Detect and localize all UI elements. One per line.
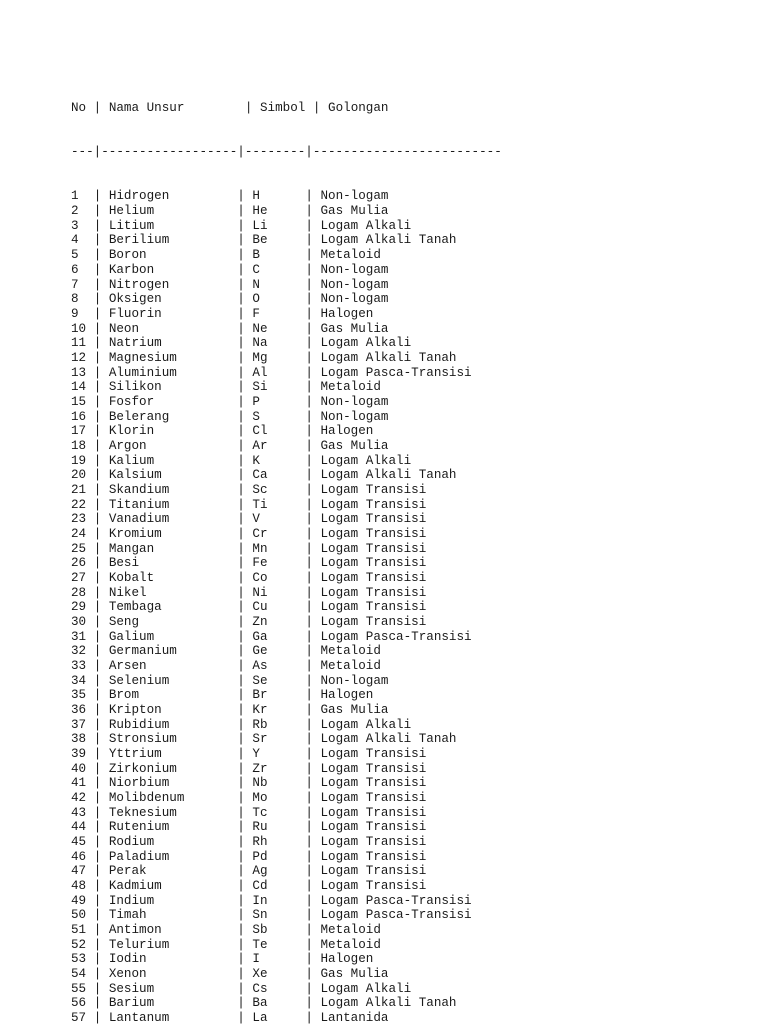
element-number: 14	[71, 380, 94, 395]
element-name: Kromium	[108, 526, 238, 541]
element-symbol: Ni	[252, 585, 306, 600]
element-name: Selenium	[108, 673, 238, 688]
element-number: 57	[71, 1011, 94, 1024]
element-name: Niorbium	[108, 776, 238, 791]
element-group: Logam Alkali Tanah	[320, 233, 457, 248]
element-name: Fosfor	[108, 394, 238, 409]
element-group: Logam Alkali	[320, 453, 412, 468]
element-number: 10	[71, 321, 94, 336]
element-name: Stronsium	[108, 732, 238, 747]
table-row: 6 | Karbon | C | Non-logam	[71, 262, 389, 277]
table-row: 15 | Fosfor | P | Non-logam	[71, 394, 389, 409]
element-symbol: Tc	[252, 805, 306, 820]
table-row: 36 | Kripton | Kr | Gas Mulia	[71, 702, 389, 717]
element-group: Logam Transisi	[320, 482, 427, 497]
table-row: 12 | Magnesium | Mg | Logam Alkali Tanah	[71, 350, 457, 365]
element-symbol: Cl	[252, 424, 306, 439]
element-name: Zirkonium	[108, 761, 238, 776]
element-symbol: Se	[252, 673, 306, 688]
element-name: Argon	[108, 438, 238, 453]
element-name: Besi	[108, 556, 238, 571]
element-name: Barium	[108, 996, 238, 1011]
element-name: Perak	[108, 864, 238, 879]
element-name: Xenon	[108, 967, 238, 982]
table-row: 37 | Rubidium | Rb | Logam Alkali	[71, 717, 412, 732]
element-number: 29	[71, 600, 94, 615]
element-number: 56	[71, 996, 94, 1011]
table-row: 20 | Kalsium | Ca | Logam Alkali Tanah	[71, 468, 457, 483]
element-name: Aluminium	[108, 365, 238, 380]
element-name: Rodium	[108, 835, 238, 850]
element-symbol: Cr	[252, 526, 306, 541]
element-number: 35	[71, 688, 94, 703]
element-symbol: Ba	[252, 996, 306, 1011]
element-symbol: V	[252, 512, 306, 527]
element-group: Logam Pasca-Transisi	[320, 908, 472, 923]
element-name: Helium	[108, 204, 238, 219]
element-name: Kobalt	[108, 570, 238, 585]
element-group: Logam Transisi	[320, 791, 427, 806]
table-row: 24 | Kromium | Cr | Logam Transisi	[71, 526, 427, 541]
element-name: Nikel	[108, 585, 238, 600]
element-group: Metaloid	[320, 644, 381, 659]
table-row: 49 | Indium | In | Logam Pasca-Transisi	[71, 893, 472, 908]
table-row: 43 | Teknesium | Tc | Logam Transisi	[71, 805, 427, 820]
element-symbol: Nb	[252, 776, 306, 791]
table-separator: ---|------------------|--------|-------------------------	[71, 145, 502, 160]
element-name: Kadmium	[108, 879, 238, 894]
element-number: 43	[71, 805, 94, 820]
table-row: 17 | Klorin | Cl | Halogen	[71, 424, 374, 439]
element-symbol: Br	[252, 688, 306, 703]
element-number: 48	[71, 879, 94, 894]
element-symbol: Cs	[252, 981, 306, 996]
element-name: Klorin	[108, 424, 238, 439]
table-row: 7 | Nitrogen | N | Non-logam	[71, 277, 389, 292]
element-group: Logam Alkali	[320, 336, 412, 351]
element-name: Skandium	[108, 482, 238, 497]
element-number: 42	[71, 791, 94, 806]
element-group: Gas Mulia	[320, 204, 389, 219]
element-number: 8	[71, 292, 94, 307]
table-row: 14 | Silikon | Si | Metaloid	[71, 380, 381, 395]
element-number: 34	[71, 673, 94, 688]
table-row: 1 | Hidrogen | H | Non-logam	[71, 189, 389, 204]
element-name: Natrium	[108, 336, 238, 351]
table-row: 28 | Nikel | Ni | Logam Transisi	[71, 585, 427, 600]
table-row: 48 | Kadmium | Cd | Logam Transisi	[71, 879, 427, 894]
element-number: 24	[71, 526, 94, 541]
element-group: Logam Pasca-Transisi	[320, 365, 472, 380]
element-symbol: P	[252, 394, 306, 409]
header-group: Golongan	[328, 101, 389, 116]
element-name: Paladium	[108, 849, 238, 864]
element-number: 49	[71, 893, 94, 908]
element-group: Logam Alkali Tanah	[320, 468, 457, 483]
element-name: Kalsium	[108, 468, 238, 483]
element-name: Galium	[108, 629, 238, 644]
element-symbol: Y	[252, 747, 306, 761]
element-number: 17	[71, 424, 94, 439]
element-name: Germanium	[108, 644, 238, 659]
table-row: 9 | Fluorin | F | Halogen	[71, 306, 374, 321]
element-number: 18	[71, 438, 94, 453]
element-group: Non-logam	[320, 277, 389, 292]
element-group: Logam Transisi	[320, 864, 427, 879]
table-row: 47 | Perak | Ag | Logam Transisi	[71, 864, 427, 879]
element-symbol: Al	[252, 365, 306, 380]
table-row: 33 | Arsen | As | Metaloid	[71, 658, 381, 673]
element-group: Non-logam	[320, 262, 389, 277]
element-number: 1	[71, 189, 94, 204]
element-symbol: Ag	[252, 864, 306, 879]
element-group: Gas Mulia	[320, 438, 389, 453]
element-name: Sesium	[108, 981, 238, 996]
element-group: Logam Transisi	[320, 526, 427, 541]
element-group: Logam Alkali Tanah	[320, 350, 457, 365]
element-name: Vanadium	[108, 512, 238, 527]
element-group: Lantanida	[320, 1011, 389, 1024]
element-number: 30	[71, 614, 94, 629]
element-group: Halogen	[320, 952, 374, 967]
element-number: 20	[71, 468, 94, 483]
element-symbol: As	[252, 658, 306, 673]
element-name: Brom	[108, 688, 238, 703]
element-symbol: Mg	[252, 350, 306, 365]
element-group: Metaloid	[320, 380, 381, 395]
element-symbol: S	[252, 409, 306, 424]
table-row: 51 | Antimon | Sb | Metaloid	[71, 923, 381, 938]
element-number: 54	[71, 967, 94, 982]
table-row: 2 | Helium | He | Gas Mulia	[71, 204, 389, 219]
element-name: Belerang	[108, 409, 238, 424]
element-group: Logam Transisi	[320, 805, 427, 820]
element-symbol: Sc	[252, 482, 306, 497]
element-symbol: B	[252, 248, 306, 263]
element-number: 27	[71, 570, 94, 585]
element-number: 5	[71, 248, 94, 263]
element-group: Gas Mulia	[320, 321, 389, 336]
element-number: 12	[71, 350, 94, 365]
element-symbol: C	[252, 262, 306, 277]
table-row: 46 | Paladium | Pd | Logam Transisi	[71, 849, 427, 864]
element-number: 36	[71, 702, 94, 717]
element-symbol: Zr	[252, 761, 306, 776]
element-number: 22	[71, 497, 94, 512]
element-name: Magnesium	[108, 350, 238, 365]
element-symbol: N	[252, 277, 306, 292]
element-number: 33	[71, 658, 94, 673]
table-row: 32 | Germanium | Ge | Metaloid	[71, 644, 381, 659]
element-symbol: F	[252, 306, 306, 321]
element-symbol: Rb	[252, 717, 306, 732]
table-row: 57 | Lantanum | La | Lantanida	[71, 1011, 389, 1024]
element-symbol: Mn	[252, 541, 306, 556]
element-name: Silikon	[108, 380, 238, 395]
element-symbol: In	[252, 893, 306, 908]
element-number: 32	[71, 644, 94, 659]
element-number: 45	[71, 835, 94, 850]
element-group: Metaloid	[320, 937, 381, 952]
table-row: 31 | Galium | Ga | Logam Pasca-Transisi	[71, 629, 472, 644]
table-row: 38 | Stronsium | Sr | Logam Alkali Tanah	[71, 732, 457, 747]
element-name: Yttrium	[108, 747, 238, 761]
table-row: 34 | Selenium | Se | Non-logam	[71, 673, 389, 688]
element-number: 3	[71, 218, 94, 233]
element-table	[71, 72, 502, 1024]
element-number: 46	[71, 849, 94, 864]
table-body	[71, 189, 502, 1024]
table-row: 52 | Telurium | Te | Metaloid	[71, 937, 381, 952]
element-number: 23	[71, 512, 94, 527]
element-group: Non-logam	[320, 673, 389, 688]
element-name: Nitrogen	[108, 277, 238, 292]
element-number: 9	[71, 306, 94, 321]
element-symbol: Sn	[252, 908, 306, 923]
table-header: No | Nama Unsur | Simbol | Golongan	[71, 101, 389, 116]
table-row: 50 | Timah | Sn | Logam Pasca-Transisi	[71, 908, 472, 923]
element-number: 51	[71, 923, 94, 938]
element-number: 40	[71, 761, 94, 776]
element-number: 37	[71, 717, 94, 732]
table-row: 23 | Vanadium | V | Logam Transisi	[71, 512, 427, 527]
table-row: 16 | Belerang | S | Non-logam	[71, 409, 389, 424]
element-symbol: Ne	[252, 321, 306, 336]
table-row: 55 | Sesium | Cs | Logam Alkali	[71, 981, 412, 996]
table-row: 40 | Zirkonium | Zr | Logam Transisi	[71, 761, 427, 776]
element-group: Logam Alkali	[320, 981, 412, 996]
element-group: Logam Transisi	[320, 835, 427, 850]
element-number: 15	[71, 394, 94, 409]
element-number: 28	[71, 585, 94, 600]
element-symbol: La	[252, 1011, 306, 1024]
element-name: Rubidium	[108, 717, 238, 732]
element-group: Halogen	[320, 688, 374, 703]
element-name: Iodin	[108, 952, 238, 967]
element-group: Non-logam	[320, 409, 389, 424]
element-number: 11	[71, 336, 94, 351]
element-symbol: Ru	[252, 820, 306, 835]
element-symbol: Te	[252, 937, 306, 952]
element-name: Fluorin	[108, 306, 238, 321]
element-number: 16	[71, 409, 94, 424]
element-group: Non-logam	[320, 394, 389, 409]
element-group: Logam Pasca-Transisi	[320, 893, 472, 908]
element-name: Lantanum	[108, 1011, 238, 1024]
element-number: 2	[71, 204, 94, 219]
table-row: 5 | Boron | B | Metaloid	[71, 248, 381, 263]
element-group: Metaloid	[320, 658, 381, 673]
element-symbol: Si	[252, 380, 306, 395]
header-no: No	[71, 101, 87, 116]
element-name: Kripton	[108, 702, 238, 717]
table-row: 19 | Kalium | K | Logam Alkali	[71, 453, 412, 468]
element-group: Gas Mulia	[320, 967, 389, 982]
element-name: Mangan	[108, 541, 238, 556]
element-group: Logam Transisi	[320, 497, 427, 512]
table-row: 30 | Seng | Zn | Logam Transisi	[71, 614, 427, 629]
element-name: Arsen	[108, 658, 238, 673]
element-name: Seng	[108, 614, 238, 629]
header-name: Nama Unsur	[108, 101, 185, 116]
table-row: 35 | Brom | Br | Halogen	[71, 688, 374, 703]
element-number: 38	[71, 732, 94, 747]
element-symbol: Be	[252, 233, 306, 248]
element-symbol: Sr	[252, 732, 306, 747]
table-row: 26 | Besi | Fe | Logam Transisi	[71, 556, 427, 571]
element-symbol: Mo	[252, 791, 306, 806]
element-number: 31	[71, 629, 94, 644]
element-symbol: Cd	[252, 879, 306, 894]
element-symbol: Kr	[252, 702, 306, 717]
element-group: Logam Pasca-Transisi	[320, 629, 472, 644]
element-symbol: H	[252, 189, 306, 204]
element-name: Tembaga	[108, 600, 238, 615]
element-number: 52	[71, 937, 94, 952]
element-name: Karbon	[108, 262, 238, 277]
element-group: Logam Transisi	[320, 512, 427, 527]
table-row: 4 | Berilium | Be | Logam Alkali Tanah	[71, 233, 457, 248]
element-group: Logam Transisi	[320, 776, 427, 791]
element-number: 21	[71, 482, 94, 497]
element-symbol: Fe	[252, 556, 306, 571]
element-symbol: O	[252, 292, 306, 307]
element-group: Logam Alkali Tanah	[320, 732, 457, 747]
table-row: 21 | Skandium | Sc | Logam Transisi	[71, 482, 427, 497]
element-symbol: I	[252, 952, 306, 967]
element-group: Gas Mulia	[320, 702, 389, 717]
element-group: Logam Transisi	[320, 849, 427, 864]
element-group: Logam Transisi	[320, 600, 427, 615]
element-name: Oksigen	[108, 292, 238, 307]
element-symbol: Rh	[252, 835, 306, 850]
element-name: Hidrogen	[108, 189, 238, 204]
element-group: Logam Transisi	[320, 541, 427, 556]
element-name: Timah	[108, 908, 238, 923]
table-row: 56 | Barium | Ba | Logam Alkali Tanah	[71, 996, 457, 1011]
element-group: Logam Transisi	[320, 747, 427, 761]
element-number: 6	[71, 262, 94, 277]
element-symbol: Ti	[252, 497, 306, 512]
element-symbol: Na	[252, 336, 306, 351]
table-row: 44 | Rutenium | Ru | Logam Transisi	[71, 820, 427, 835]
element-group: Logam Transisi	[320, 820, 427, 835]
element-name: Litium	[108, 218, 238, 233]
table-row: 3 | Litium | Li | Logam Alkali	[71, 218, 412, 233]
element-group: Halogen	[320, 424, 374, 439]
element-name: Berilium	[108, 233, 238, 248]
element-name: Titanium	[108, 497, 238, 512]
element-number: 19	[71, 453, 94, 468]
element-symbol: Sb	[252, 923, 306, 938]
table-row: 8 | Oksigen | O | Non-logam	[71, 292, 389, 307]
table-row: 11 | Natrium | Na | Logam Alkali	[71, 336, 412, 351]
element-group: Logam Alkali	[320, 717, 412, 732]
table-row: 41 | Niorbium | Nb | Logam Transisi	[71, 776, 427, 791]
table-row: 53 | Iodin | I | Halogen	[71, 952, 374, 967]
element-name: Indium	[108, 893, 238, 908]
element-symbol: Ga	[252, 629, 306, 644]
element-symbol: Co	[252, 570, 306, 585]
element-number: 25	[71, 541, 94, 556]
element-symbol: Ge	[252, 644, 306, 659]
table-row: 13 | Aluminium | Al | Logam Pasca-Transisi	[71, 365, 472, 380]
element-number: 4	[71, 233, 94, 248]
element-number: 41	[71, 776, 94, 791]
element-name: Telurium	[108, 937, 238, 952]
table-row: 45 | Rodium | Rh | Logam Transisi	[71, 835, 427, 850]
element-symbol: Ar	[252, 438, 306, 453]
element-name: Boron	[108, 248, 238, 263]
element-number: 53	[71, 952, 94, 967]
element-group: Logam Transisi	[320, 879, 427, 894]
element-group: Logam Alkali	[320, 218, 412, 233]
element-number: 7	[71, 277, 94, 292]
element-number: 47	[71, 864, 94, 879]
element-symbol: Pd	[252, 849, 306, 864]
table-row: 27 | Kobalt | Co | Logam Transisi	[71, 570, 427, 585]
element-number: 55	[71, 981, 94, 996]
element-group: Logam Transisi	[320, 585, 427, 600]
element-number: 44	[71, 820, 94, 835]
element-group: Halogen	[320, 306, 374, 321]
element-number: 39	[71, 747, 94, 761]
header-symbol: Simbol	[259, 101, 306, 116]
table-row: 25 | Mangan | Mn | Logam Transisi	[71, 541, 427, 556]
element-name: Kalium	[108, 453, 238, 468]
table-row: 39 | Yttrium | Y | Logam Transisi	[71, 747, 427, 761]
table-row: 29 | Tembaga | Cu | Logam Transisi	[71, 600, 427, 615]
element-group: Non-logam	[320, 189, 389, 204]
element-symbol: Li	[252, 218, 306, 233]
element-group: Logam Transisi	[320, 556, 427, 571]
element-name: Neon	[108, 321, 238, 336]
table-row: 22 | Titanium | Ti | Logam Transisi	[71, 497, 427, 512]
element-symbol: Zn	[252, 614, 306, 629]
table-row: 10 | Neon | Ne | Gas Mulia	[71, 321, 389, 336]
element-group: Logam Transisi	[320, 614, 427, 629]
element-symbol: He	[252, 204, 306, 219]
element-number: 26	[71, 556, 94, 571]
element-name: Teknesium	[108, 805, 238, 820]
element-number: 50	[71, 908, 94, 923]
table-row: 42 | Molibdenum | Mo | Logam Transisi	[71, 791, 427, 806]
element-group: Logam Transisi	[320, 570, 427, 585]
element-symbol: Xe	[252, 967, 306, 982]
table-row: 54 | Xenon | Xe | Gas Mulia	[71, 967, 389, 982]
element-symbol: K	[252, 453, 306, 468]
element-group: Non-logam	[320, 292, 389, 307]
element-number: 13	[71, 365, 94, 380]
element-group: Metaloid	[320, 248, 381, 263]
element-group: Logam Transisi	[320, 761, 427, 776]
element-name: Antimon	[108, 923, 238, 938]
element-symbol: Ca	[252, 468, 306, 483]
element-group: Metaloid	[320, 923, 381, 938]
element-symbol: Cu	[252, 600, 306, 615]
table-row: 18 | Argon | Ar | Gas Mulia	[71, 438, 389, 453]
element-group: Logam Alkali Tanah	[320, 996, 457, 1011]
element-name: Rutenium	[108, 820, 238, 835]
element-name: Molibdenum	[108, 791, 238, 806]
